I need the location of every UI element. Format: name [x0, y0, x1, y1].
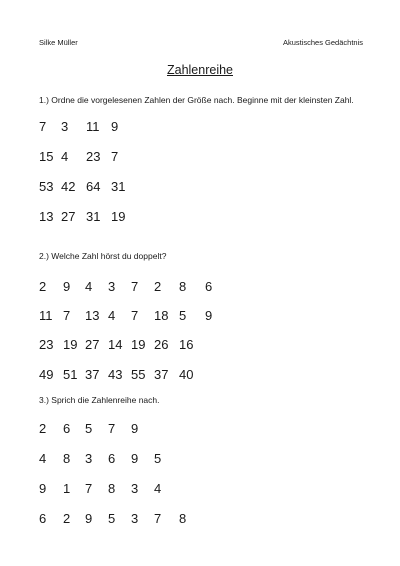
number-cell: 55 — [131, 367, 146, 382]
number-cell: 51 — [63, 367, 78, 382]
number-cell: 19 — [131, 337, 146, 352]
number-cell: 31 — [86, 209, 101, 224]
number-cell: 26 — [154, 337, 169, 352]
number-cell: 18 — [154, 308, 169, 323]
number-cell: 7 — [131, 308, 139, 323]
number-cell: 27 — [61, 209, 76, 224]
instruction-3: 3.) Sprich die Zahlenreihe nach. — [39, 395, 160, 405]
number-cell: 23 — [86, 149, 101, 164]
number-cell: 8 — [108, 481, 116, 496]
number-cell: 9 — [131, 421, 139, 436]
number-cell: 11 — [39, 308, 53, 323]
number-cell: 4 — [154, 481, 162, 496]
number-cell: 3 — [108, 279, 116, 294]
number-cell: 49 — [39, 367, 54, 382]
number-cell: 13 — [85, 308, 100, 323]
number-cell: 37 — [154, 367, 169, 382]
number-cell: 14 — [108, 337, 123, 352]
number-cell: 8 — [179, 511, 187, 526]
instruction-2: 2.) Welche Zahl hörst du doppelt? — [39, 251, 167, 261]
number-cell: 7 — [108, 421, 116, 436]
number-cell: 16 — [179, 337, 194, 352]
number-cell: 9 — [39, 481, 47, 496]
number-cell: 4 — [39, 451, 47, 466]
header-author: Silke Müller — [39, 38, 78, 47]
number-cell: 11 — [86, 119, 100, 134]
number-cell: 23 — [39, 337, 54, 352]
number-cell: 4 — [108, 308, 116, 323]
number-cell: 9 — [131, 451, 139, 466]
number-cell: 6 — [205, 279, 213, 294]
number-cell: 7 — [39, 119, 47, 134]
number-cell: 5 — [154, 451, 162, 466]
number-cell: 7 — [111, 149, 119, 164]
number-cell: 5 — [179, 308, 187, 323]
number-cell: 3 — [61, 119, 69, 134]
number-cell: 4 — [85, 279, 93, 294]
number-cell: 4 — [61, 149, 69, 164]
number-cell: 64 — [86, 179, 101, 194]
instruction-1: 1.) Ordne die vorgelesenen Zahlen der Größe nach. Beginne mit der kleinsten Zahl. — [39, 95, 354, 105]
number-cell: 3 — [131, 481, 139, 496]
number-cell: 6 — [108, 451, 116, 466]
page-title: Zahlenreihe — [166, 63, 233, 77]
number-cell: 5 — [108, 511, 116, 526]
number-cell: 19 — [111, 209, 126, 224]
number-cell: 9 — [85, 511, 93, 526]
number-cell: 7 — [63, 308, 71, 323]
number-cell: 7 — [131, 279, 139, 294]
number-cell: 2 — [154, 279, 162, 294]
number-cell: 9 — [111, 119, 119, 134]
number-cell: 6 — [39, 511, 47, 526]
number-cell: 3 — [85, 451, 93, 466]
number-cell: 37 — [85, 367, 100, 382]
number-cell: 9 — [63, 279, 71, 294]
number-cell: 40 — [179, 367, 194, 382]
number-cell: 7 — [154, 511, 162, 526]
number-cell: 27 — [85, 337, 100, 352]
number-cell: 2 — [63, 511, 71, 526]
number-cell: 43 — [108, 367, 123, 382]
number-cell: 53 — [39, 179, 54, 194]
number-cell: 7 — [85, 481, 93, 496]
number-cell: 15 — [39, 149, 54, 164]
number-cell: 13 — [39, 209, 54, 224]
header-subject: Akustisches Gedächtnis — [282, 38, 363, 47]
number-cell: 3 — [131, 511, 139, 526]
number-cell: 8 — [63, 451, 71, 466]
number-cell: 8 — [179, 279, 187, 294]
number-cell: 19 — [63, 337, 78, 352]
number-cell: 2 — [39, 421, 47, 436]
number-cell: 6 — [63, 421, 71, 436]
number-cell: 5 — [85, 421, 93, 436]
number-cell: 9 — [205, 308, 213, 323]
number-cell: 2 — [39, 279, 47, 294]
number-cell: 1 — [63, 481, 71, 496]
number-cell: 42 — [61, 179, 76, 194]
number-cell: 31 — [111, 179, 126, 194]
